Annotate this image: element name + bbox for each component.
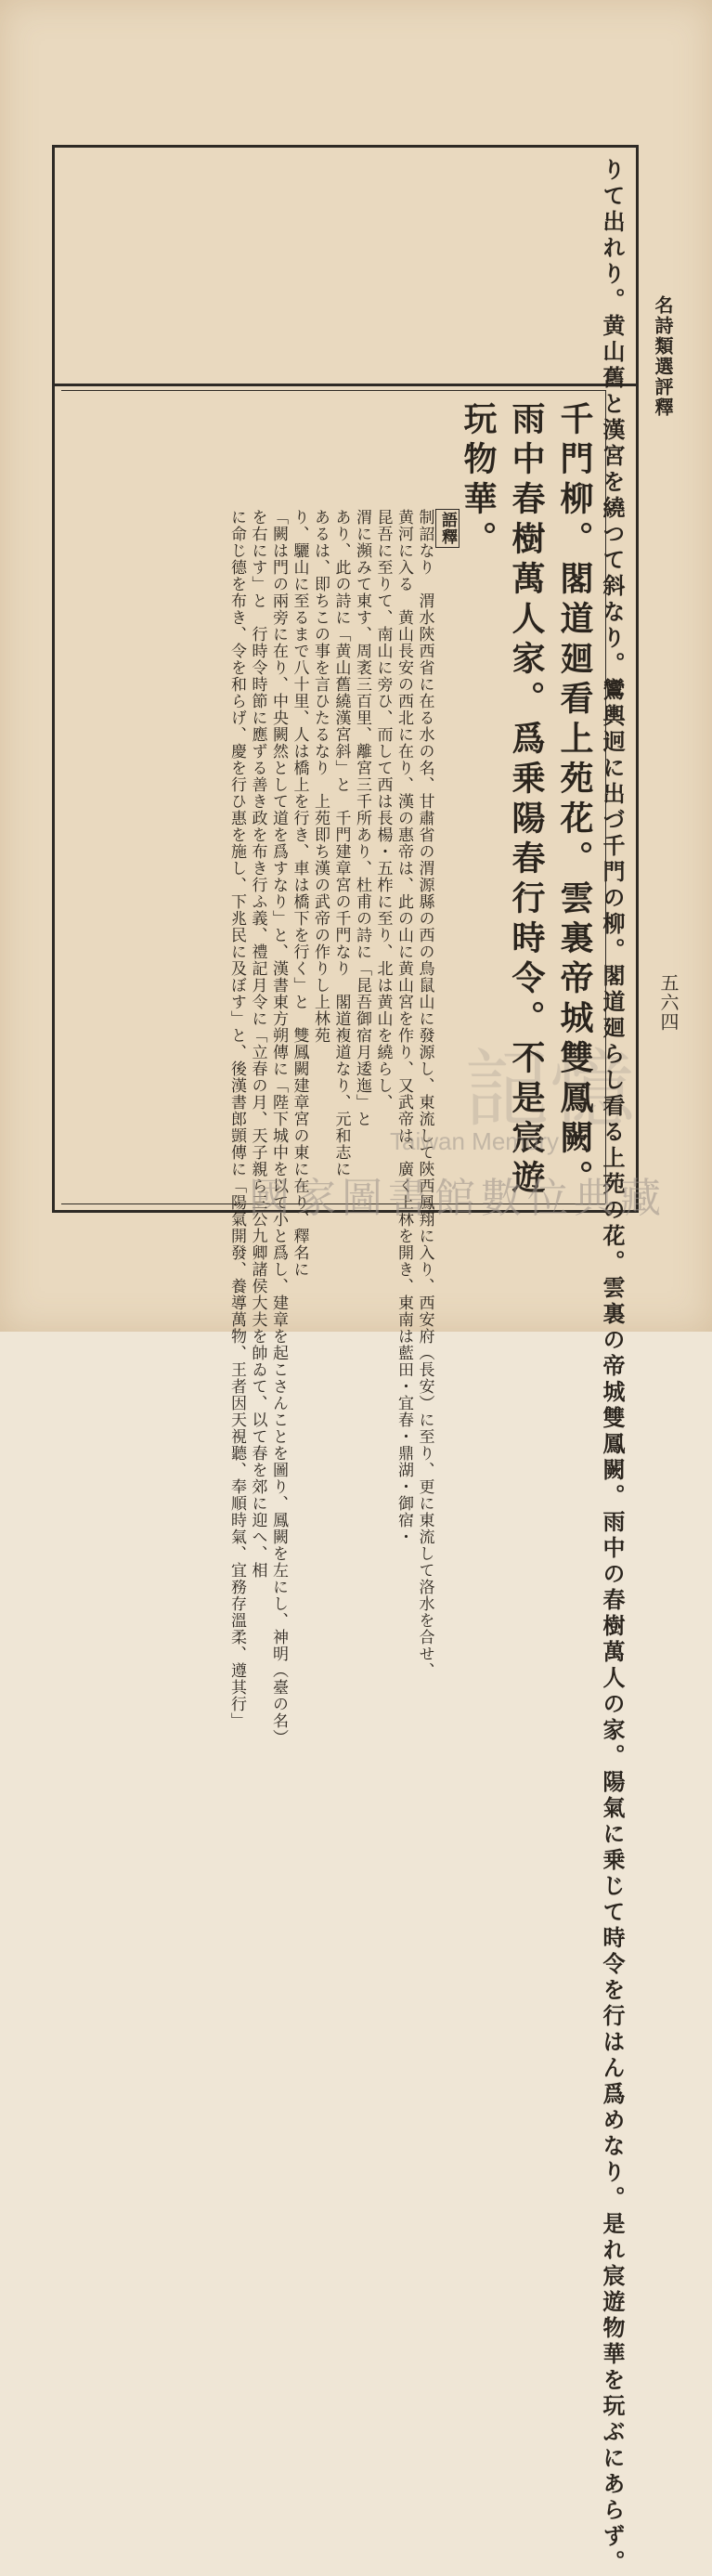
translation-text: りて出れり。黄山舊と漢宮を繞つて斜なり。鸞輿迥に出づ千門の柳。閣道廻らし看る上苑の花。雲裏の帝城雙鳳闕。雨中の春樹萬人の家。陽氣に乗じて時令を行はん爲めなり。是れ宸遊物華を玩ぶにあらず。 — [599, 158, 626, 2576]
watermark-english: Taiwan Memory — [390, 1127, 560, 1155]
note-column: に命じ德を布き、令を和らげ、慶を行ひ惠を施し、下兆民に及ぼす」と、後漢書郎顗傳に「陽氣開發、養導萬物、王者因天視聽、奉順時氣、宜務存溫柔、遵其行」 — [227, 509, 246, 1729]
note-column: 制詔なり 渭水陝西省に在る水の名、甘肅省の渭源縣の西の鳥鼠山に發源し、東流して陝西鳳翔に入り、西安府（長安）に至り、更に東流して洛水を合せ、 — [415, 509, 434, 1679]
poem-line: 雨中春樹萬人家。爲乗陽春行時令。不是宸遊 — [507, 401, 546, 1200]
poem-line: 玩物華。 — [459, 401, 498, 561]
watermark-emblem: 記憶 — [464, 1040, 636, 1139]
notes-label: 語釋 — [435, 509, 460, 548]
note-column: あり、此の詩に「黄山舊繞漢宮斜」と 千門建章宮の千門なり 閣道複道なり、元和志に — [331, 509, 351, 1177]
book-title: 名詩類選評釋 — [652, 295, 674, 418]
note-column: 「闕は門の兩旁に在り、中央闕然として道を爲すなり」と、漢書東方朔傳に「陛下城中を以て小と爲し、建章を起こさんことを圖り、鳳闕を左にし、神明（臺の名） — [269, 509, 288, 1746]
watermark-chinese: 國家圖書館數位典藏 — [249, 1175, 667, 1222]
poem-text — [454, 401, 599, 1200]
inner-top-rule — [61, 390, 605, 391]
note-column: 昆吾に至りて、南山に旁ひ、而して西は長楊・五柞に至り、北は黄山を繞らし、 — [373, 509, 393, 1111]
note-column: 渭に瀕みて東す、周袤三百里、離宮三千所あり、杜甫の詩に「昆吾御宿月逶迤」と — [353, 509, 371, 1127]
page-number: 五六四 — [657, 973, 680, 1032]
poem-line: 千門柳。閣道廻看上苑花。雲裏帝城雙鳳闕。 — [555, 401, 594, 1200]
note-column: あるは、即ちこの事を言ひたるなり 上苑即ち漢の武帝の作りし上林苑 — [311, 509, 330, 1044]
note-column: 黄河に入る 黄山長安の西北に在り、漢の惠帝は、此の山に黄山宮を作り、又武帝は、廣く上林を開き、東南は藍田・宜春・鼎湖・御宿・ — [395, 509, 413, 1545]
section-divider — [52, 384, 639, 386]
note-column: り、驪山に至るまで八十里、人は橋上を行き、車は橋下を行く」と 雙鳳闕建章宮の東に在り、釋名に — [290, 509, 309, 1278]
note-column: を右にす」と 行時令時節に應ずる善き政を布き行ふ義、禮記月令に「立春の月、天子親ら三公九卿諸侯大夫を帥ゐて、以て春を郊に迎へ、相 — [248, 509, 267, 1579]
